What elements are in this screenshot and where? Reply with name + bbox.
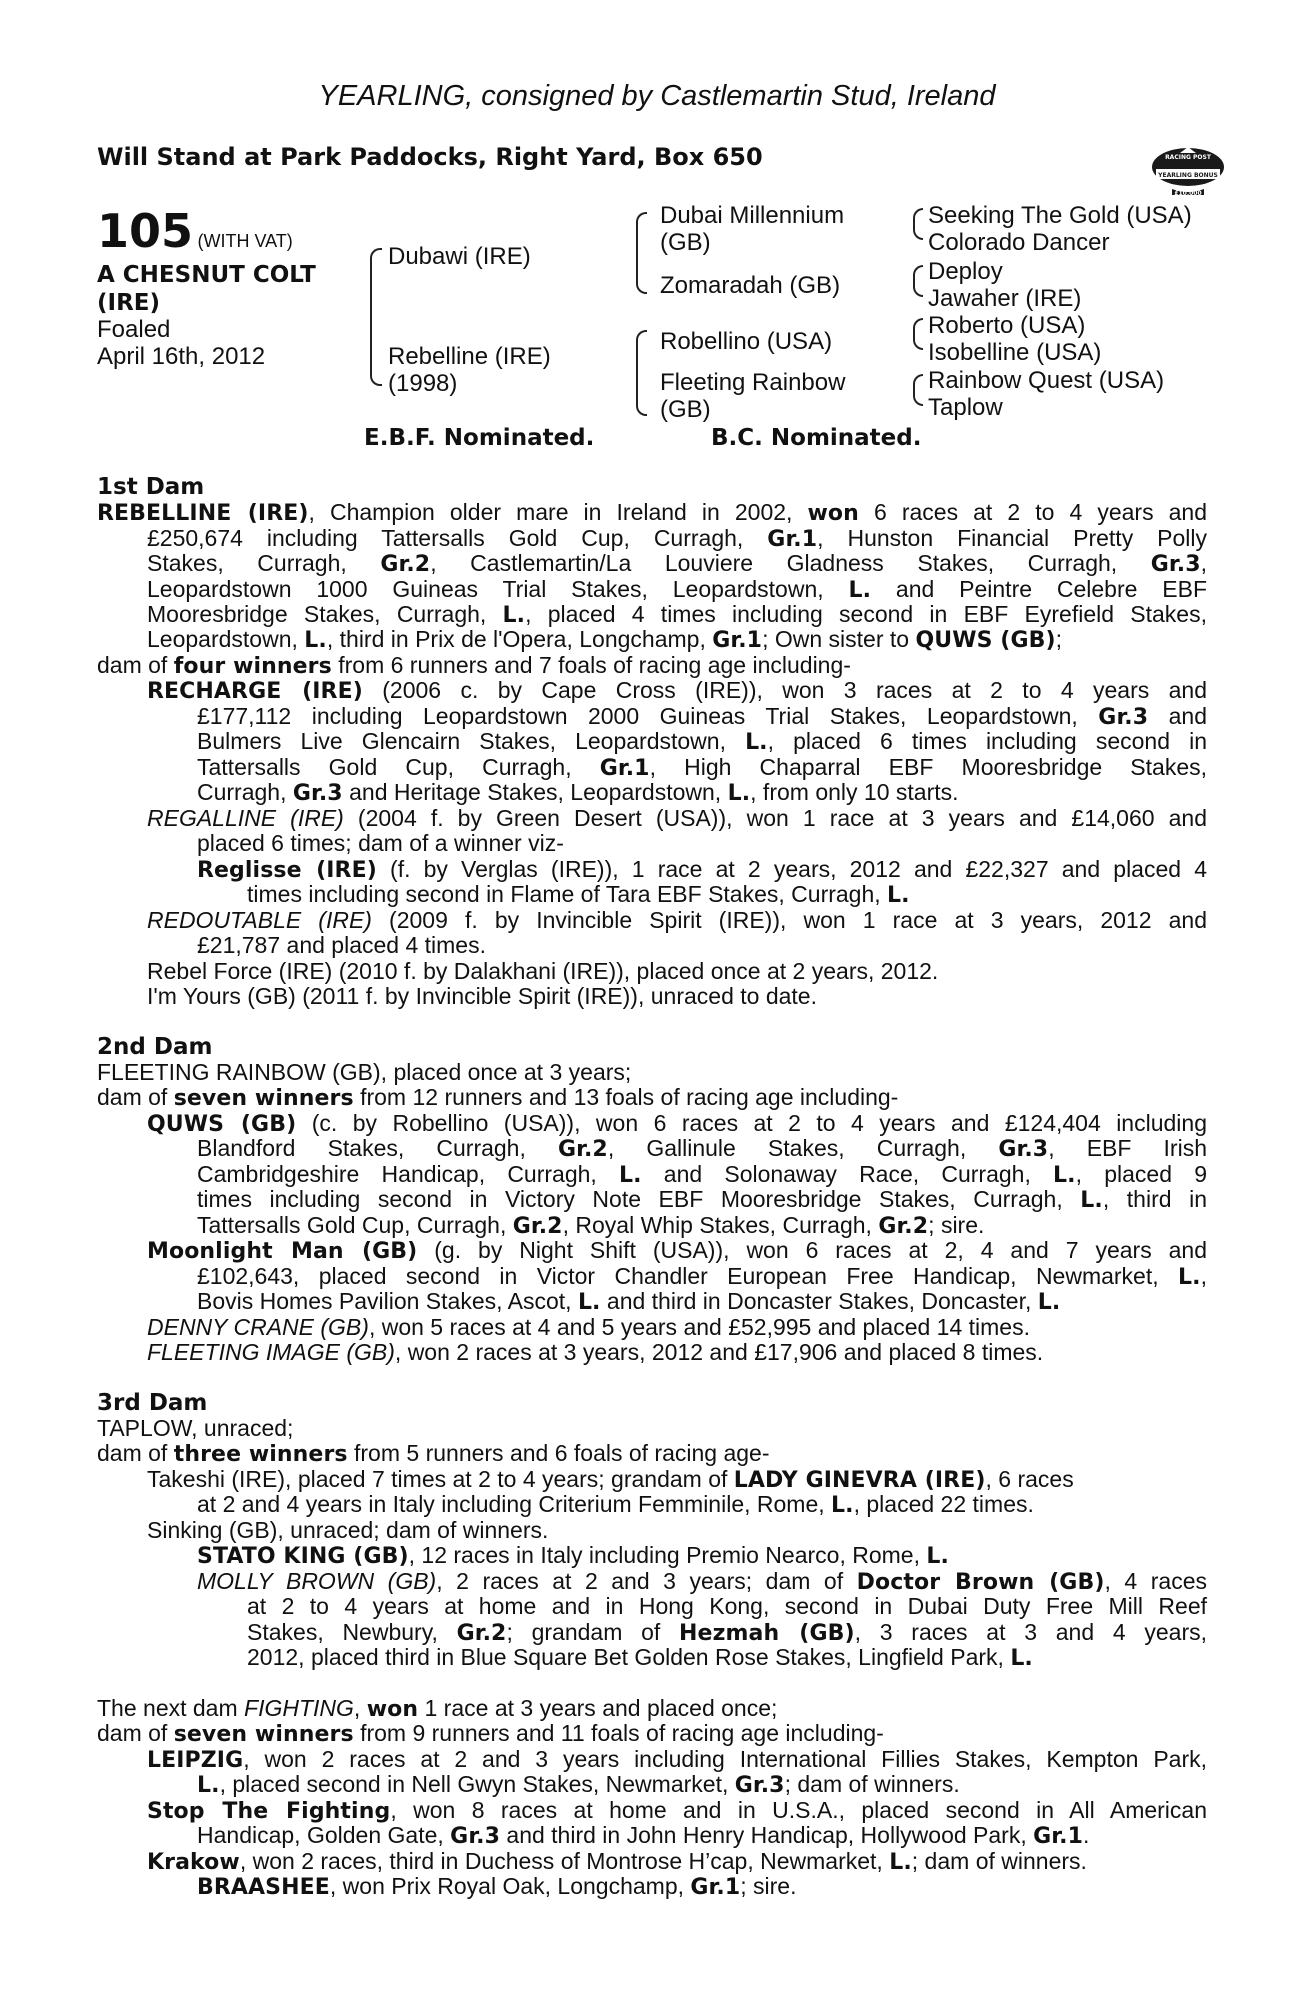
pedigree-brace-2a — [636, 212, 647, 254]
lot-number-value: 105 — [97, 204, 194, 258]
body-line: FLEETING RAINBOW (GB), placed once at 3 years; — [97, 1059, 632, 1085]
body-line: Cambridgeshire Handicap, Curragh, L. and Solonaway Race, Curragh, L., placed 9 — [197, 1161, 1207, 1188]
body-line: Reglisse (IRE) (f. by Verglas (IRE)), 1 race at 2 years, 2012 and £22,327 and placed 4 — [197, 856, 1207, 883]
section-third-dam: 3rd Dam — [97, 1390, 208, 1416]
body-line: placed 6 times; dam of a winner viz- — [197, 830, 564, 856]
section-first-dam: 1st Dam — [97, 474, 205, 500]
body-line: Stakes, Curragh, Gr.2, Castlemartin/La Louviere Gladness Stakes, Curragh, Gr.3, — [147, 550, 1207, 577]
body-line: at 2 and 4 years in Italy including Criterium Femminile, Rome, L., placed 22 times. — [197, 1491, 1034, 1518]
gg-3: Deploy — [928, 258, 1003, 285]
sire-sire: Dubai Millennium — [660, 202, 845, 229]
body-line: Leopardstown 1000 Guineas Trial Stakes, Leopardstown, L. and Peintre Celebre EBF — [147, 576, 1207, 603]
body-line: REGALLINE (IRE) (2004 f. by Green Desert (USA)), won 1 race at 3 years and £14,060 and — [147, 805, 1208, 831]
g-brace-2b — [913, 280, 923, 297]
body-line: TAPLOW, unraced; — [97, 1415, 294, 1441]
dam-year: (1998) — [388, 370, 458, 397]
dam-dam: Fleeting Rainbow — [660, 369, 846, 396]
g-brace-3b — [913, 333, 923, 350]
g-brace-1b — [913, 223, 923, 240]
body-line: dam of three winners from 5 runners and 6 foals of racing age- — [97, 1440, 770, 1467]
body-line: FLEETING IMAGE (GB), won 2 races at 3 years, 2012 and £17,906 and placed 8 times. — [147, 1339, 1044, 1365]
body-line: times including second in Victory Note EBF Mooresbridge Stakes, Curragh, L., third in — [197, 1186, 1207, 1213]
foaled-label: Foaled — [97, 316, 171, 343]
body-line: MOLLY BROWN (GB), 2 races at 2 and 3 years; dam of Doctor Brown (GB), 4 races — [197, 1568, 1207, 1595]
body-line: Stakes, Newbury, Gr.2; grandam of Hezmah (GB), 3 races at 3 and 4 years, — [247, 1619, 1208, 1646]
body-line: L., placed second in Nell Gwyn Stakes, Newmarket, Gr.3; dam of winners. — [197, 1771, 960, 1798]
body-line: Stop The Fighting, won 8 races at home and in U.S.A., placed second in All American — [147, 1797, 1208, 1824]
body-line: REBELLINE (IRE), Champion older mare in Ireland in 2002, won 6 races at 2 to 4 years and — [97, 499, 1208, 526]
body-line: Blandford Stakes, Curragh, Gr.2, Gallinule Stakes, Curragh, Gr.3, EBF Irish — [197, 1135, 1207, 1162]
body-line: £250,674 including Tattersalls Gold Cup, Curragh, Gr.1, Hunston Financial Pretty Polly — [147, 525, 1208, 552]
body-line: Krakow, won 2 races, third in Duchess of Montrose H’cap, Newmarket, L.; dam of winners. — [147, 1848, 1087, 1875]
body-line: Bulmers Live Glencairn Stakes, Leopardstown, L., placed 6 times including second in — [197, 728, 1207, 755]
body-line: DENNY CRANE (GB), won 5 races at 4 and 5 years and £52,995 and placed 14 times. — [147, 1314, 1030, 1340]
lot-number — [97, 204, 293, 258]
body-line: Bovis Homes Pavilion Stakes, Ascot, L. and third in Doncaster Stakes, Doncaster, L. — [197, 1288, 1061, 1315]
badge-text-2: YEARLING BONUS — [1158, 172, 1218, 179]
body-line: RECHARGE (IRE) (2006 c. by Cape Cross (IRE)), won 3 races at 2 to 4 years and — [147, 677, 1207, 704]
badge-graphic — [1150, 145, 1226, 197]
sire-dam: Zomaradah (GB) — [660, 272, 841, 299]
body-line: dam of seven winners from 12 runners and 13 foals of racing age including- — [97, 1084, 899, 1111]
body-line: dam of four winners from 6 runners and 7 foals of racing age including- — [97, 652, 851, 679]
body-line: at 2 to 4 years at home and in Hong Kong, second in Dubai Duty Free Mill Reef — [247, 1593, 1207, 1619]
foaled-date: April 16th, 2012 — [97, 343, 266, 370]
body-line: 2012, placed third in Blue Square Bet Golden Rose Stakes, Lingfield Park, L. — [247, 1644, 1033, 1671]
body-line: I'm Yours (GB) (2011 f. by Invincible Spirit (IRE)), unraced to date. — [147, 983, 817, 1009]
body-line: Moonlight Man (GB) (g. by Night Shift (USA)), won 6 races at 2, 4 and 7 years and — [147, 1237, 1208, 1264]
pedigree-brace-3b — [636, 372, 647, 416]
ebf-nominated: E.B.F. Nominated. — [364, 425, 595, 451]
section-second-dam: 2nd Dam — [97, 1034, 213, 1060]
dam-name: REBELLINE (IRE) — [97, 501, 309, 526]
gg-5: Roberto (USA) — [928, 312, 1086, 339]
body-line: Sinking (GB), unraced; dam of winners. — [147, 1517, 549, 1543]
pedigree-brace-2b — [636, 252, 647, 294]
bc-nominated: B.C. Nominated. — [711, 425, 922, 451]
body-line: Tattersalls Gold Cup, Curragh, Gr.1, High Chaparral EBF Mooresbridge Stakes, — [197, 754, 1208, 781]
catalogue-body — [97, 474, 1208, 1900]
body-line: LEIPZIG, won 2 races at 2 and 3 years including International Fillies Stakes, Kempton Park, — [147, 1746, 1207, 1773]
body-line: dam of seven winners from 9 runners and 11 foals of racing age including- — [97, 1720, 884, 1747]
sire-name: Dubawi (IRE) — [388, 243, 531, 270]
badge-text-1: RACING POST — [1165, 154, 1211, 161]
body-line: STATO KING (GB), 12 races in Italy including Premio Nearco, Rome, L. — [197, 1542, 949, 1569]
gg-4: Jawaher (IRE) — [928, 285, 1082, 312]
pedigree-brace-3a — [636, 330, 647, 374]
body-line: times including second in Flame of Tara EBF Stakes, Curragh, L. — [247, 881, 910, 908]
body-line: The next dam FIGHTING, won 1 race at 3 years and placed once; — [97, 1695, 778, 1722]
gg-1: Seeking The Gold (USA) — [928, 202, 1192, 229]
pedigree-brace-1a — [370, 248, 382, 318]
badge-text-3: £10,000 — [1174, 190, 1202, 197]
body-line: REDOUTABLE (IRE) (2009 f. by Invincible Spirit (IRE)), won 1 race at 3 years, 2012 and — [147, 907, 1207, 933]
body-line: £21,787 and placed 4 times. — [197, 932, 486, 958]
dam-name: Rebelline (IRE) — [388, 343, 551, 370]
body-line: £102,643, placed second in Victor Chandler European Free Handicap, Newmarket, L., — [197, 1263, 1207, 1290]
body-line: Takeshi (IRE), placed 7 times at 2 to 4 years; grandam of LADY GINEVRA (IRE), 6 races — [147, 1466, 1074, 1493]
body-line: Handicap, Golden Gate, Gr.3 and third in John Henry Handicap, Hollywood Park, Gr.1. — [197, 1822, 1090, 1849]
gg-6: Isobelline (USA) — [928, 339, 1102, 366]
pedigree-brace-1b — [370, 316, 382, 386]
dam-dam-country: (GB) — [660, 396, 711, 423]
g-brace-4b — [913, 389, 923, 406]
body-line: Rebel Force (IRE) (2010 f. by Dalakhani (IRE)), placed once at 2 years, 2012. — [147, 958, 939, 984]
lot-name-line1: A CHESNUT COLT — [97, 262, 316, 288]
body-line: Mooresbridge Stakes, Curragh, L., placed 4 times including second in EBF Eyrefield Stakes, — [147, 601, 1207, 628]
body-line: £177,112 including Leopardstown 2000 Guineas Trial Stakes, Leopardstown, Gr.3 and — [197, 703, 1208, 730]
stand-location: Will Stand at Park Paddocks, Right Yard, Box 650 — [97, 143, 763, 171]
gg-7: Rainbow Quest (USA) — [928, 367, 1165, 394]
body-line: Leopardstown, L., third in Prix de l'Opera, Longchamp, Gr.1; Own sister to QUWS (GB); — [147, 626, 1063, 653]
vat-label: (WITH VAT) — [197, 231, 293, 251]
gg-2: Colorado Dancer — [928, 229, 1110, 256]
page-title: YEARLING, consigned by Castlemartin Stud, Ireland — [318, 80, 996, 112]
body-line: QUWS (GB) (c. by Robellino (USA)), won 6 races at 2 to 4 years and £124,404 including — [147, 1110, 1207, 1137]
yearling-bonus-badge — [1150, 145, 1226, 197]
sire-sire-country: (GB) — [660, 229, 711, 256]
body-line: Tattersalls Gold Cup, Curragh, Gr.2, Royal Whip Stakes, Curragh, Gr.2; sire. — [197, 1212, 985, 1239]
lot-name-line2: (IRE) — [97, 290, 161, 316]
body-line: BRAASHEE, won Prix Royal Oak, Longchamp, Gr.1; sire. — [197, 1873, 797, 1900]
dam-sire: Robellino (USA) — [660, 328, 833, 355]
gg-8: Taplow — [928, 394, 1003, 421]
body-line: Curragh, Gr.3 and Heritage Stakes, Leopardstown, L., from only 10 starts. — [197, 779, 959, 806]
